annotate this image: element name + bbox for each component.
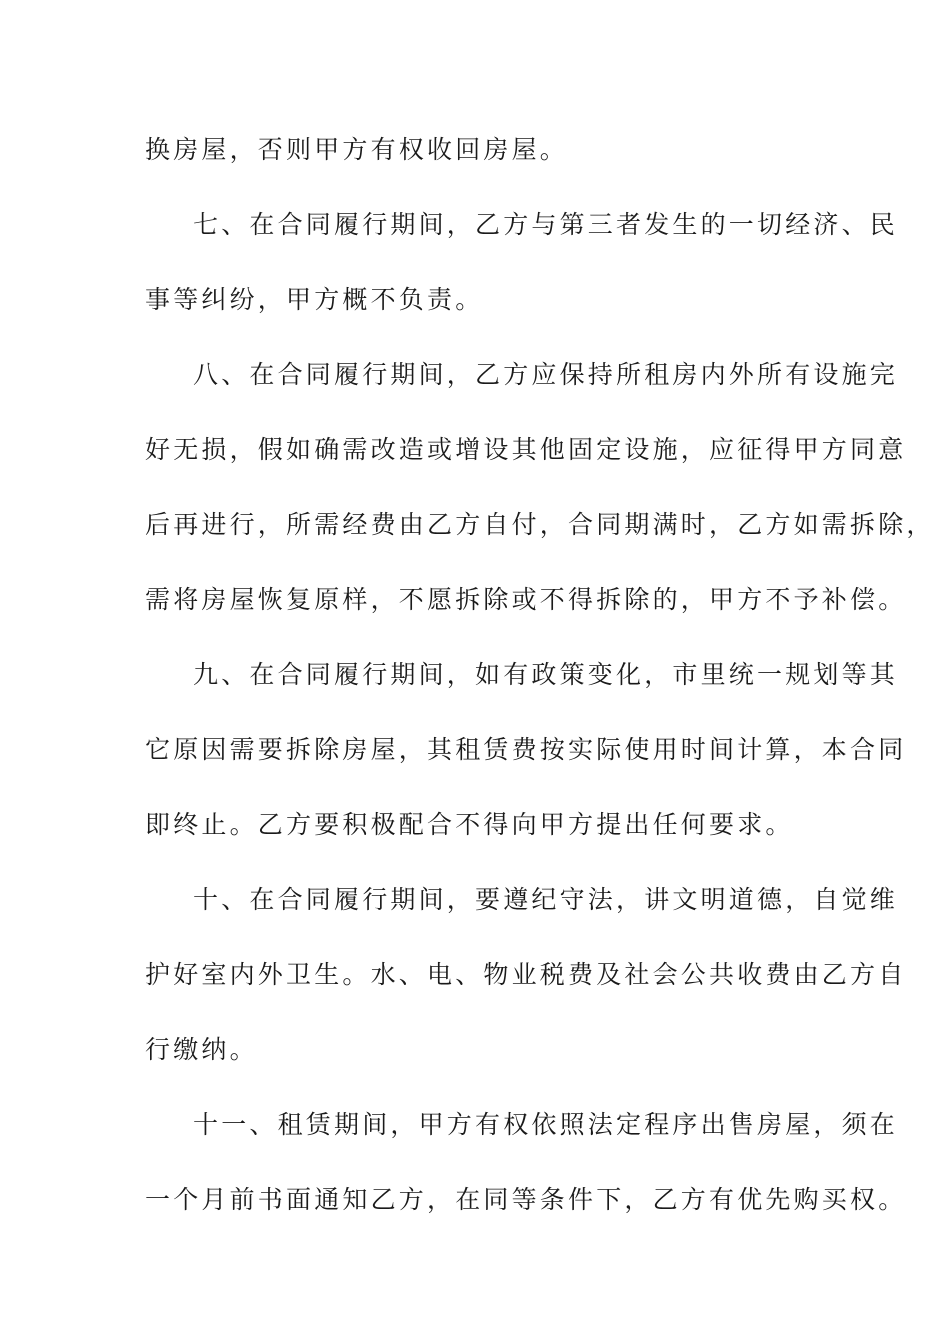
clause-8-line-1: 八、在合同履行期间，乙方应保持所租房内外所有设施完 [193, 360, 899, 389]
clause-11-line-1: 十一、租赁期间，甲方有权依照法定程序出售房屋，须在 [193, 1110, 899, 1139]
clause-9-line-2: 它原因需要拆除房屋，其租赁费按实际使用时间计算，本合同 [145, 735, 907, 764]
clause-8-line-2: 好无损，假如确需改造或增设其他固定设施，应征得甲方同意 [145, 435, 907, 464]
clause-10-line-3: 行缴纳。 [145, 1035, 258, 1064]
clause-10-line-2: 护好室内外卫生。水、电、物业税费及社会公共收费由乙方自 [145, 960, 907, 989]
clause-10-line-1: 十、在合同履行期间，要遵纪守法，讲文明道德，自觉维 [193, 885, 899, 914]
clause-9-line-1: 九、在合同履行期间，如有政策变化，市里统一规划等其 [193, 660, 899, 689]
text-line-1: 换房屋，否则甲方有权收回房屋。 [145, 135, 569, 164]
clause-8-line-4: 需将房屋恢复原样，不愿拆除或不得拆除的，甲方不予补偿。 [145, 585, 907, 614]
clause-8-line-3: 后再进行，所需经费由乙方自付，合同期满时，乙方如需拆除， [145, 510, 935, 539]
clause-11-line-2: 一个月前书面通知乙方，在同等条件下，乙方有优先购买权。 [145, 1185, 907, 1214]
clause-9-line-3: 即终止。乙方要积极配合不得向甲方提出任何要求。 [145, 810, 794, 839]
clause-7-line-1: 七、在合同履行期间，乙方与第三者发生的一切经济、民 [193, 210, 899, 239]
clause-7-line-2: 事等纠纷，甲方概不负责。 [145, 285, 484, 314]
